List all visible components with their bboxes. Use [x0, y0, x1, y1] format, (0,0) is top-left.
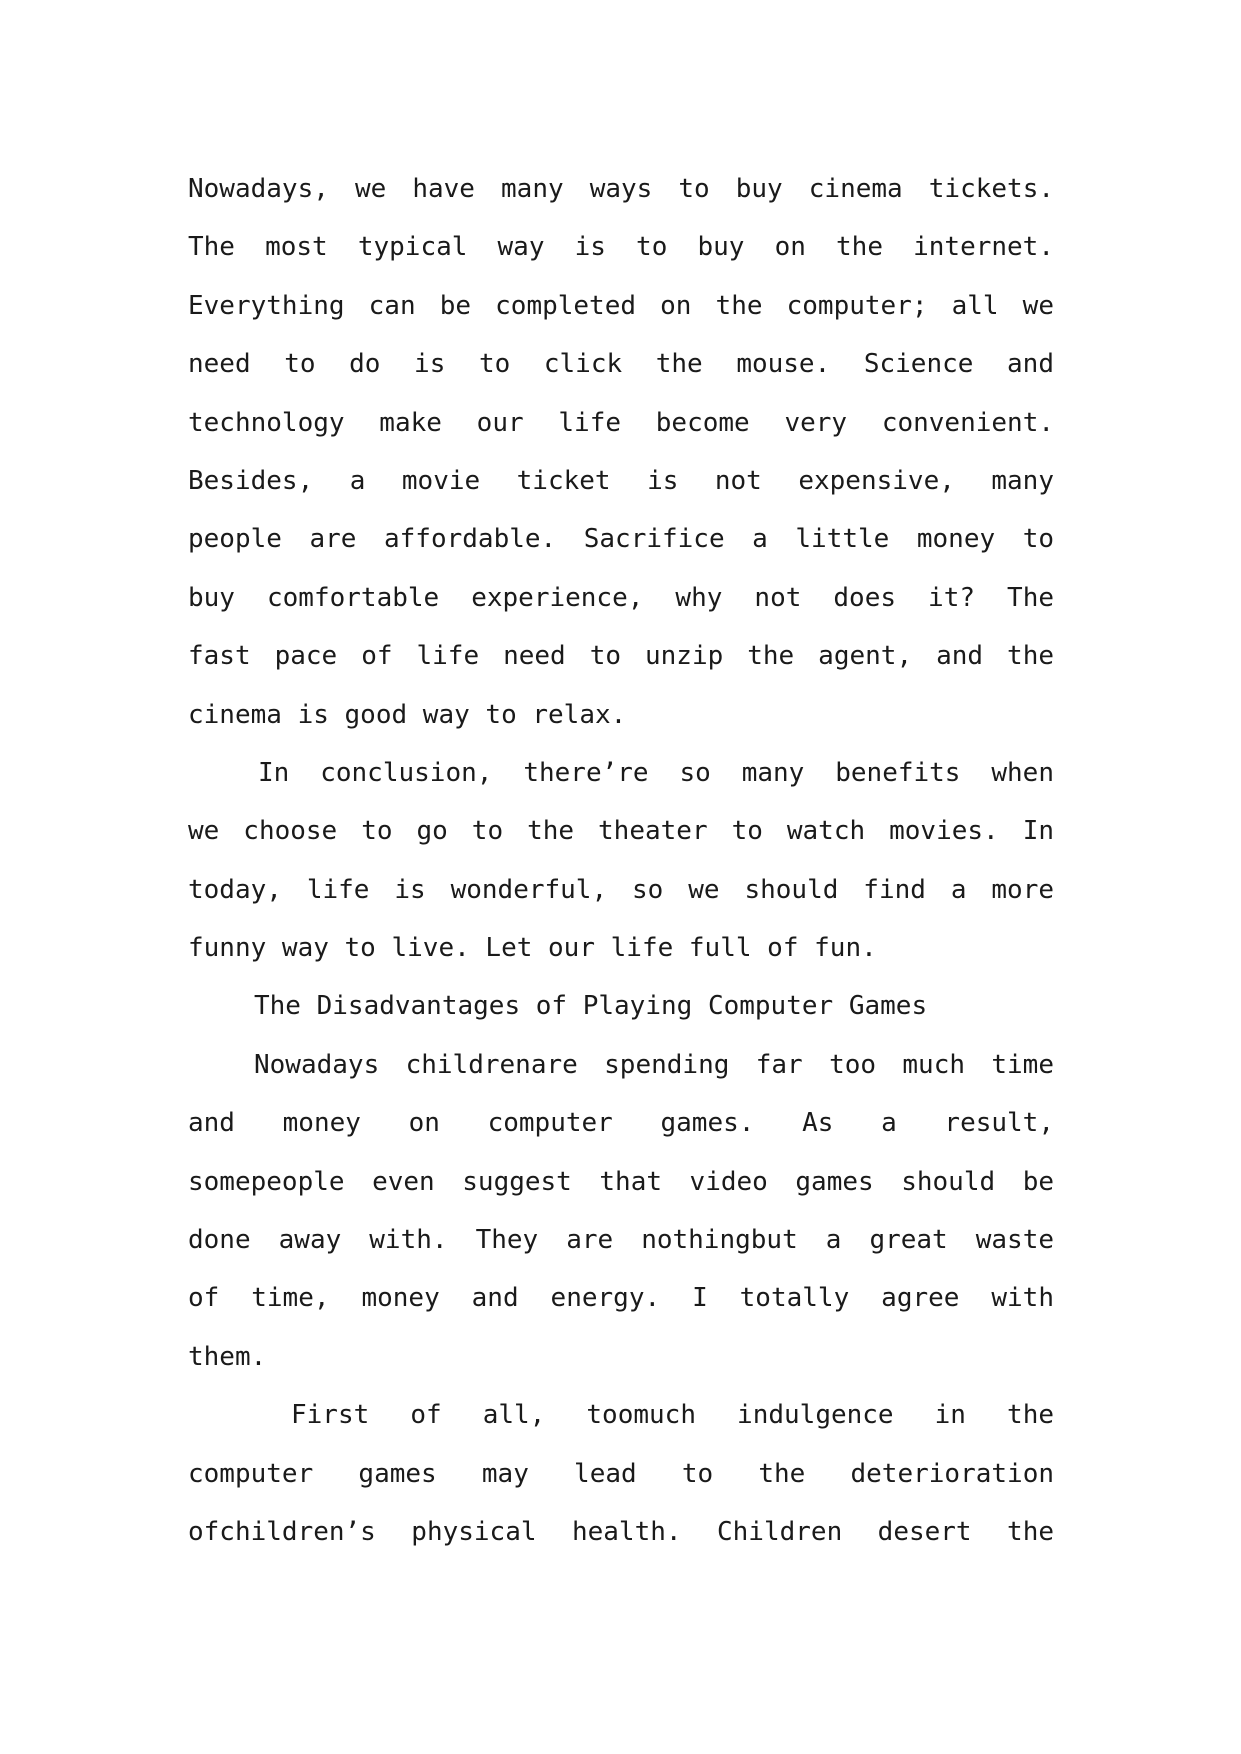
- text-line: fast pace of life need to unzip the agent, and the: [188, 641, 1054, 672]
- paragraph-first-line: Nowadays childrenare spending far too much time: [254, 1049, 1054, 1080]
- document-body: [188, 160, 1054, 1561]
- text-line: today, life is wonderful, so we should find a more: [188, 874, 1054, 905]
- text-line: people are affordable. Sacrifice a little money to: [188, 524, 1054, 555]
- text-line: ofchildren’s physical health. Children desert the: [188, 1516, 1054, 1547]
- text-line: them.: [188, 1341, 267, 1372]
- text-line: funny way to live. Let our life full of fun.: [188, 933, 877, 964]
- text-line: we choose to go to the theater to watch movies. In: [188, 816, 1054, 847]
- text-line: Everything can be completed on the computer; all we: [188, 290, 1054, 321]
- text-line: The most typical way is to buy on the internet.: [188, 232, 1054, 263]
- section-heading: The Disadvantages of Playing Computer Games: [254, 991, 928, 1022]
- text-line: buy comfortable experience, why not does it? The: [188, 582, 1054, 613]
- text-line: Nowadays, we have many ways to buy cinema tickets.: [188, 174, 1054, 204]
- text-line: Besides, a movie ticket is not expensive, many: [188, 465, 1054, 496]
- text-line: cinema is good way to relax.: [188, 699, 627, 730]
- text-line: done away with. They are nothingbut a great waste: [188, 1225, 1054, 1256]
- text-line: somepeople even suggest that video games should be: [188, 1166, 1054, 1197]
- text-line: and money on computer games. As a result,: [188, 1108, 1054, 1139]
- text-line: need to do is to click the mouse. Science and: [188, 349, 1054, 380]
- text-line: computer games may lead to the deterioration: [188, 1458, 1054, 1489]
- text-line: technology make our life become very convenient.: [188, 407, 1054, 438]
- text-line: of time, money and energy. I totally agree with: [188, 1283, 1054, 1314]
- paragraph-first-line: First of all, toomuch indulgence in the: [291, 1400, 1054, 1431]
- paragraph-first-line: In conclusion, there’re so many benefits when: [258, 757, 1054, 788]
